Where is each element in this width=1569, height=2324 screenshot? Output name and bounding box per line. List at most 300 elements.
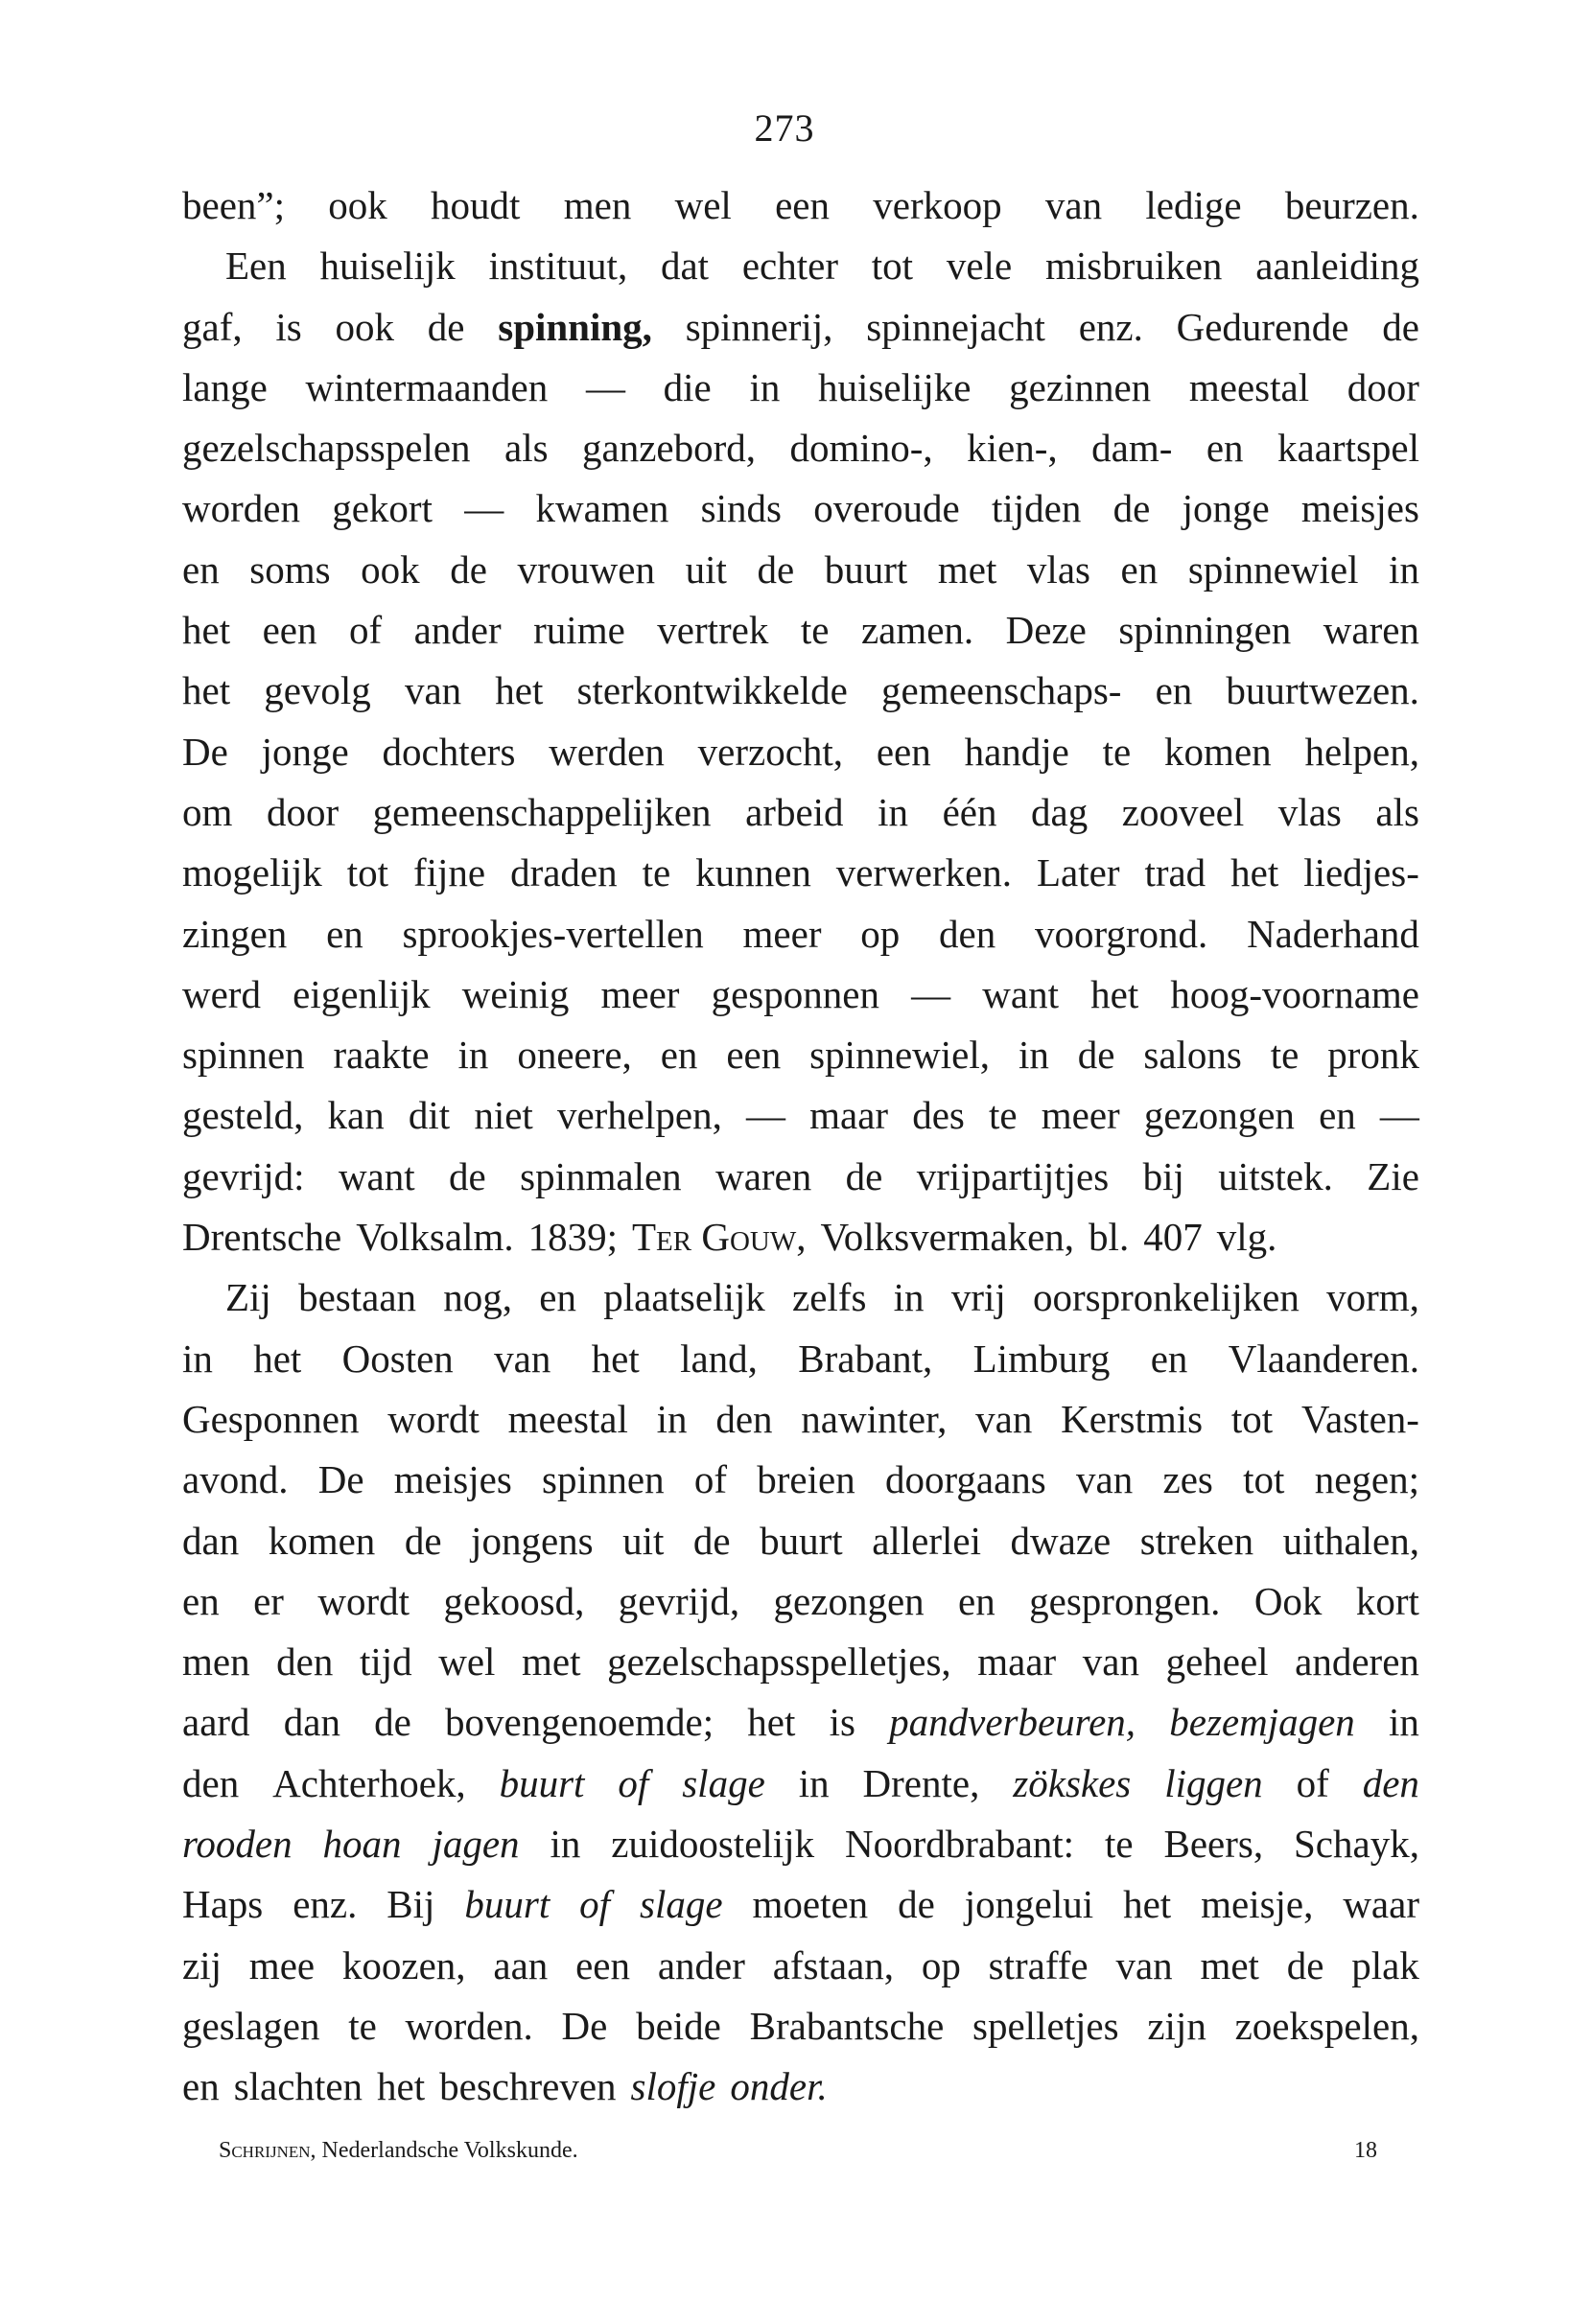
word: dan <box>182 1518 240 1563</box>
word: spinnen <box>542 1457 665 1502</box>
word: afstaan, <box>772 1942 895 1987</box>
word: of <box>348 608 383 653</box>
text-line <box>182 1450 1419 1510</box>
word: wel <box>674 183 732 227</box>
word: want <box>982 971 1059 1016</box>
word: plak <box>1351 1942 1419 1987</box>
word: hoan <box>322 1822 402 1867</box>
word: Oosten <box>341 1336 454 1381</box>
word: fijne <box>412 850 486 895</box>
word: of <box>579 1882 611 1927</box>
word: gekoosd, <box>443 1578 585 1623</box>
word: gemeenschappelijken <box>372 789 712 834</box>
word: gevrijd, <box>618 1578 740 1623</box>
word: moeten <box>752 1882 869 1927</box>
word: eigenlijk <box>293 971 431 1016</box>
word: vertrek <box>657 608 769 653</box>
word: tijden <box>992 486 1082 531</box>
word: ook <box>361 546 420 592</box>
word: van <box>404 668 462 713</box>
word: 407 <box>1143 1215 1203 1260</box>
word: de <box>450 546 487 592</box>
word: te <box>1104 1822 1134 1867</box>
word: door <box>1347 364 1419 409</box>
word: spelletjes <box>972 2003 1119 2048</box>
word: meer <box>742 911 822 956</box>
word: met <box>937 546 997 592</box>
word: buurt <box>760 1518 843 1563</box>
text-line <box>182 600 1419 661</box>
word: een <box>876 729 931 774</box>
page-footer <box>219 2138 1377 2164</box>
word: in <box>893 1275 925 1320</box>
word: gevrijd: <box>182 1153 305 1198</box>
word: Ter Gouw, <box>632 1215 807 1260</box>
word: lange <box>182 364 268 409</box>
word: soms <box>249 546 331 592</box>
word: Gedurende <box>1176 304 1349 349</box>
word: en <box>539 1275 576 1320</box>
word: anderen <box>1295 1639 1419 1685</box>
footer-author: Schrijnen, <box>219 2138 316 2163</box>
word: van <box>975 1396 1033 1441</box>
word: spinningen <box>1118 608 1292 653</box>
word: in <box>1389 546 1419 592</box>
word: kaartspel <box>1277 426 1419 471</box>
word: verzocht, <box>697 729 844 774</box>
word: trad <box>1144 850 1206 895</box>
text-line <box>182 1571 1419 1632</box>
page-number: 273 <box>754 106 815 150</box>
word: en <box>1206 426 1244 471</box>
word: geheel <box>1165 1639 1269 1685</box>
word: één <box>942 789 997 834</box>
word: vlas <box>1277 789 1342 834</box>
word: den <box>939 911 996 956</box>
word: liggen <box>1164 1760 1263 1805</box>
word: pandverbeuren, <box>889 1700 1136 1745</box>
text-line <box>182 236 1419 296</box>
word: tot <box>346 850 389 895</box>
word: het <box>495 668 544 713</box>
word: het <box>747 1700 796 1745</box>
word: De <box>561 2003 608 2048</box>
word: is <box>275 304 302 349</box>
word: dam- <box>1091 426 1173 471</box>
word: zooveel <box>1121 789 1245 834</box>
word: Schayk, <box>1294 1822 1419 1867</box>
word: de <box>1382 304 1419 349</box>
word: de <box>449 1153 486 1198</box>
word: gezinnen <box>1009 364 1152 409</box>
word: bestaan <box>298 1275 417 1320</box>
word: rooden <box>182 1822 293 1867</box>
word: niet <box>474 1093 533 1138</box>
word: maar <box>977 1639 1057 1685</box>
word: komen <box>268 1518 376 1563</box>
word: meestal <box>1188 364 1310 409</box>
word: gekort <box>332 486 433 531</box>
word: oneere, <box>517 1033 632 1078</box>
word: het <box>182 668 231 713</box>
word: tijd <box>359 1639 412 1685</box>
word: Beers, <box>1163 1822 1264 1867</box>
word: tot <box>1230 1396 1274 1441</box>
word: den <box>715 1396 773 1441</box>
word: breien <box>757 1457 855 1502</box>
word: gezongen <box>1143 1093 1295 1138</box>
word: spinnewiel, <box>809 1033 991 1078</box>
word: been”; <box>182 183 285 227</box>
word: helpen, <box>1304 729 1419 774</box>
word: Een <box>225 244 287 289</box>
word: slage <box>640 1882 723 1927</box>
word: men <box>563 183 632 227</box>
word: salons <box>1143 1033 1242 1078</box>
word: ook <box>335 304 394 349</box>
word: ledige <box>1145 183 1242 227</box>
word: zamen. <box>860 608 974 653</box>
word: jongelui <box>964 1882 1094 1927</box>
word: en <box>182 546 220 592</box>
footer-citation <box>219 2138 578 2164</box>
word: pronk <box>1327 1033 1419 1078</box>
word: Brabant, <box>798 1336 933 1381</box>
word: worden <box>182 486 300 531</box>
text-line <box>182 1085 1419 1146</box>
word: het <box>1230 850 1279 895</box>
word: avond. <box>182 1457 289 1502</box>
word: spinnerij, <box>685 304 833 349</box>
word: van <box>1115 1942 1173 1987</box>
word: ander <box>657 1942 745 1987</box>
text-line <box>182 1754 1419 1814</box>
word: Drentsche <box>182 1215 342 1260</box>
word: slachten <box>233 2064 363 2109</box>
word: gezelschapsspelletjes, <box>607 1639 951 1685</box>
word: de <box>1077 1033 1115 1078</box>
word: bovengenoemde; <box>445 1700 714 1745</box>
word: sprookjes-vertellen <box>402 911 704 956</box>
word: of <box>618 1760 649 1805</box>
word: het <box>1090 971 1139 1016</box>
word: arbeid <box>745 789 844 834</box>
word: meer <box>600 971 680 1016</box>
word: zij <box>182 1942 222 1987</box>
word: Volksvermaken, <box>820 1215 1075 1260</box>
text-line <box>182 2057 1419 2117</box>
word: het <box>377 2064 426 2109</box>
text-line <box>182 1692 1419 1753</box>
word: aanleiding <box>1255 244 1419 289</box>
word: te <box>642 850 671 895</box>
word: de <box>1286 1942 1324 1987</box>
word: doorgaans <box>885 1457 1046 1502</box>
word: raakte <box>333 1033 430 1078</box>
word: vrouwen <box>517 546 655 592</box>
word: die <box>663 364 712 409</box>
word: zingen <box>182 911 288 956</box>
word: jongens <box>471 1518 594 1563</box>
text-line <box>182 358 1419 418</box>
word: uitstek. <box>1218 1153 1333 1198</box>
word: gesteld, <box>182 1093 304 1138</box>
word: van <box>494 1336 551 1381</box>
word: gaf, <box>182 304 243 349</box>
word: jonge <box>261 729 349 774</box>
body-text <box>182 175 1419 2118</box>
word: — <box>585 364 625 409</box>
word: aan <box>493 1942 549 1987</box>
word: verwerken. <box>835 850 1013 895</box>
word: Ook <box>1253 1578 1323 1623</box>
word: dat <box>660 244 710 289</box>
word: spinning, <box>498 304 652 349</box>
word: nog, <box>443 1275 513 1320</box>
word: den <box>1362 1760 1419 1805</box>
word: hoog-voorname <box>1170 971 1419 1016</box>
text-line <box>182 904 1419 964</box>
text-line <box>182 540 1419 600</box>
word: spinnewiel <box>1187 546 1359 592</box>
word: de <box>404 1518 442 1563</box>
word: negen; <box>1314 1457 1419 1502</box>
word: buurtwezen. <box>1226 668 1419 713</box>
word: ruime <box>533 608 625 653</box>
word: zoekspelen, <box>1234 2003 1419 2048</box>
word: geslagen <box>182 2003 320 2048</box>
word: in <box>749 364 781 409</box>
word: worden. <box>405 2003 533 2048</box>
text-line <box>182 297 1419 358</box>
word: komen <box>1164 729 1272 774</box>
word: het <box>253 1336 302 1381</box>
text-line <box>182 1207 1419 1267</box>
word: Deze <box>1005 608 1087 653</box>
word: en <box>1150 1336 1188 1381</box>
text-line <box>182 1389 1419 1450</box>
word: Noordbrabant: <box>844 1822 1075 1867</box>
word: meer <box>1041 1093 1120 1138</box>
word: — <box>911 971 951 1016</box>
text-line <box>182 1632 1419 1692</box>
word: om <box>182 789 233 834</box>
word: en <box>1155 668 1193 713</box>
word: — <box>464 486 504 531</box>
word: wordt <box>317 1578 410 1623</box>
word: plaatselijk <box>603 1275 765 1320</box>
footer-title: Nederlandsche Volkskunde. <box>321 2138 578 2163</box>
word: in <box>1018 1033 1049 1078</box>
word: te <box>800 608 830 653</box>
text-line <box>182 1511 1419 1571</box>
word: streken <box>1139 1518 1254 1563</box>
word: uit <box>622 1518 665 1563</box>
word: het <box>591 1336 640 1381</box>
word: oorspronkelijken <box>1033 1275 1300 1320</box>
word: kien-, <box>967 426 1058 471</box>
word: een <box>726 1033 782 1078</box>
word: vele <box>946 244 1013 289</box>
word: koozen, <box>341 1942 466 1987</box>
word: jonge <box>1182 486 1270 531</box>
word: zes <box>1162 1457 1213 1502</box>
word: huiselijk <box>319 244 456 289</box>
word: spinnen <box>182 1033 305 1078</box>
word: Vasten- <box>1300 1396 1419 1441</box>
word: Zie <box>1367 1153 1419 1198</box>
word: onder. <box>730 2064 828 2109</box>
word: misbruiken <box>1044 244 1223 289</box>
word: gemeenschaps- <box>881 668 1122 713</box>
word: spinnejacht <box>866 304 1045 349</box>
word: het <box>1123 1882 1172 1927</box>
word: jagen <box>432 1822 520 1867</box>
word: werd <box>182 971 261 1016</box>
word: in <box>1389 1700 1419 1745</box>
word: Achterhoek, <box>272 1760 466 1805</box>
word: kort <box>1355 1578 1419 1623</box>
word: zelfs <box>792 1275 867 1320</box>
word: een <box>575 1942 630 1987</box>
word: Volksalm. <box>356 1215 514 1260</box>
word: en <box>1120 546 1159 592</box>
word: in <box>182 1336 213 1381</box>
word: meisje, <box>1201 1882 1314 1927</box>
word: vrijpartijtjes <box>916 1153 1110 1198</box>
word: voorgrond. <box>1034 911 1208 956</box>
word: ook <box>328 183 387 227</box>
word: 1839; <box>527 1215 619 1260</box>
footer-signature-mark: 18 <box>1354 2138 1377 2163</box>
word: in <box>878 789 909 834</box>
word: meisjes <box>1300 486 1419 531</box>
word: te <box>348 2003 377 2048</box>
text-line <box>182 478 1419 539</box>
word: slage <box>682 1760 765 1805</box>
word: verkoop <box>873 183 1002 227</box>
word: enz. <box>293 1882 358 1927</box>
word: den <box>182 1760 240 1805</box>
word: de <box>1112 486 1151 531</box>
word: het <box>182 608 231 653</box>
word: de <box>692 1518 731 1563</box>
word: waren <box>715 1153 812 1198</box>
word: echter <box>741 244 838 289</box>
word: land, <box>680 1336 758 1381</box>
word: liedjes- <box>1303 850 1419 895</box>
text-line <box>182 1936 1419 1996</box>
word: gesponnen <box>711 971 879 1016</box>
word: instituut, <box>488 244 628 289</box>
word: tot <box>871 244 914 289</box>
word: buurt <box>824 546 908 592</box>
word: slofje <box>630 2064 716 2109</box>
word: Drente, <box>862 1760 980 1805</box>
word: verhelpen, <box>556 1093 722 1138</box>
word: en <box>660 1033 698 1078</box>
word: tot <box>1243 1457 1285 1502</box>
word: de <box>427 304 465 349</box>
word: draden <box>510 850 618 895</box>
word: wintermaanden <box>305 364 549 409</box>
word: den <box>276 1639 334 1685</box>
word: mogelijk <box>182 850 322 895</box>
word: houdt <box>431 183 521 227</box>
word: men <box>182 1639 250 1685</box>
text-line <box>182 722 1419 782</box>
word: zijn <box>1147 2003 1206 2048</box>
word: straffe <box>988 1942 1089 1987</box>
text-line <box>182 782 1419 843</box>
word: beschreven <box>439 2064 617 2109</box>
text-line <box>182 1267 1419 1328</box>
word: in <box>798 1760 830 1805</box>
word: De <box>317 1457 364 1502</box>
text-line <box>182 1814 1419 1874</box>
word: beurzen. <box>1284 183 1419 227</box>
word: met <box>1200 1942 1259 1987</box>
word: buurt <box>499 1760 585 1805</box>
word: spinmalen <box>520 1153 682 1198</box>
text-line <box>182 1874 1419 1935</box>
text-line <box>182 1147 1419 1207</box>
word: en <box>958 1578 995 1623</box>
word: bl. <box>1089 1215 1130 1260</box>
text-line <box>182 964 1419 1025</box>
text-line <box>182 1996 1419 2057</box>
word: op <box>860 911 901 956</box>
word: en <box>326 911 363 956</box>
word: kunnen <box>695 850 811 895</box>
word: enz. <box>1078 304 1143 349</box>
word: een <box>262 608 317 653</box>
word: vrij <box>950 1275 1006 1320</box>
word: Later <box>1037 850 1120 895</box>
word: of <box>1296 1760 1329 1805</box>
word: als <box>504 426 549 471</box>
word: maar <box>809 1093 889 1138</box>
word: gezongen <box>773 1578 925 1623</box>
word: de <box>374 1700 411 1745</box>
word: dan <box>283 1700 340 1745</box>
word: Naderhand <box>1247 911 1419 956</box>
word: des <box>912 1093 965 1138</box>
word: uit <box>685 546 727 592</box>
word: vlas <box>1026 546 1090 592</box>
word: van <box>1076 1457 1134 1502</box>
text-line <box>182 418 1419 478</box>
word: — <box>745 1093 785 1138</box>
word: is <box>829 1700 855 1745</box>
word: wordt <box>387 1396 480 1441</box>
word: bezemjagen <box>1169 1700 1355 1745</box>
word: kwamen <box>535 486 669 531</box>
text-line <box>182 175 1419 236</box>
word: Gesponnen <box>182 1396 360 1441</box>
word: huiselijke <box>818 364 972 409</box>
word: gezelschapsspelen <box>182 426 471 471</box>
word: een <box>775 183 830 227</box>
word: wel <box>438 1639 496 1685</box>
word: te <box>1102 729 1132 774</box>
word: dag <box>1031 789 1089 834</box>
word: bij <box>1142 1153 1184 1198</box>
word: Zij <box>225 1275 271 1320</box>
word: gevolg <box>264 668 371 713</box>
word: ander <box>413 608 502 653</box>
word: de <box>757 546 795 592</box>
